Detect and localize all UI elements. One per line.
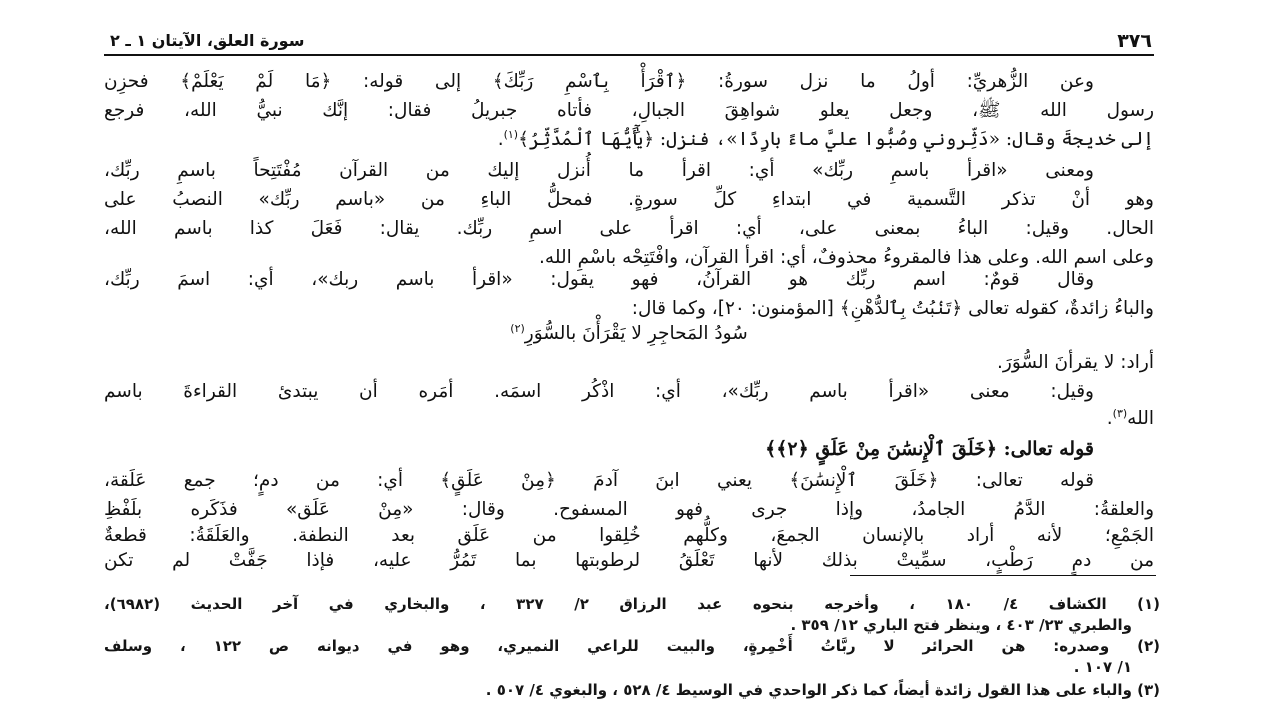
line-text: وهو أنْ تذكر التَّسمية في ابتداءِ كلِّ سورةٍ. فمحلُّ الباءِ من «باسم ربِّك» النصبُ على xyxy=(104,189,1154,210)
line-text: وقيل: معنى «اقرأ باسم ربِّك»، أي: اذْكُر اسمَه. أمَره أن يبتدئ القراءةَ باسم xyxy=(104,381,1094,402)
line-text: وعن الزُّهريِّ: أولُ ما نزل سورةُ: ﴿ٱقْرَأْ بِٱسْمِ رَبِّكَ﴾ إلى قوله: ﴿مَا لَمْ يَعْلَمْ﴾ فحزِن xyxy=(104,71,1094,92)
verse-heading xyxy=(104,435,1094,463)
body-line xyxy=(104,378,1094,406)
running-header xyxy=(104,30,1154,56)
body-line xyxy=(104,266,1094,294)
line-text: رسول الله ﷺ، وجعل يعلو شواهِقَ الجبالِ، فأتاه جبريلُ فقال: إنَّك نبيُّ الله، فرجع xyxy=(104,100,1154,121)
body-line xyxy=(104,295,1154,323)
line-text: والعلقةُ: الدَّمُ الجامدُ، وإذا جرى فهو المسفوح. وقال: «مِنْ عَلَق» فذَكَره بلَفْظِ xyxy=(104,499,1154,520)
body-line xyxy=(104,97,1154,125)
line-text: والباءُ زائدةٌ، كقوله تعالى ﴿تَنۢبُتُ بِٱلدُّهْنِ﴾ [المؤمنون: ٢٠]، وكما قال: xyxy=(631,298,1154,319)
body-line xyxy=(104,522,1154,550)
footnote-3 xyxy=(104,680,1160,700)
poetry-verse xyxy=(104,320,1154,348)
line-text: إلى خديجةَ وقال: «دَثِّروني وصُبُّوا عليَّ ماءً بارِدًا»، فنزل: ﴿يَٰٓأَيُّهَا ٱلْمُدَّثِّرُ﴾ xyxy=(518,129,1154,150)
period: . xyxy=(497,129,504,150)
page-number: ٣٧٦ xyxy=(1117,30,1152,52)
line-text: ومعنى «اقرأ باسمِ ربِّك» أي: اقرأ ما أُنزل إليك من القرآن مُفْتَتِحاً باسمِ ربِّك، xyxy=(104,160,1094,181)
line-text: الحال. وقيل: الباءُ بمعنى على، أي: اقرأ على اسمِ ربِّك. يقال: فَعَلَ كذا باسم الله، xyxy=(104,218,1154,239)
footnote-separator xyxy=(850,575,1156,576)
line-text: قوله تعالى: ﴿خَلَقَ ٱلْإِنسَٰنَ﴾ يعني ابنَ آدمَ ﴿مِنْ عَلَقٍ﴾ أي: من دمٍ؛ جمع عَلَقة، xyxy=(104,470,1094,491)
footnote-2 xyxy=(104,636,1160,656)
footnote-ref-1[interactable]: (١) xyxy=(503,127,519,141)
body-line xyxy=(104,405,1154,433)
footnote-1 xyxy=(104,594,1160,614)
line-text: وعلى اسم الله. وعلى هذا فالمقروءُ محذوفٌ، أي: اقرأ القرآن، وافْتَتِحْه باسْمِ الله. xyxy=(539,247,1154,268)
footnote-text: والطبري ٢٣/ ٤٠٣ ، وينظر فتح الباري ١٢/ ٣٥٩ . xyxy=(790,616,1132,634)
footnote-ref-3[interactable]: (٣) xyxy=(1112,406,1128,420)
footnote-text: ١/ ١٠٧ . xyxy=(1073,658,1132,676)
footnote-1-cont xyxy=(104,615,1132,635)
body-line xyxy=(104,157,1094,185)
body-line xyxy=(104,349,1154,377)
body-line xyxy=(104,126,1154,154)
body-line xyxy=(104,68,1094,96)
line-text: الله xyxy=(1127,408,1154,429)
line-text: أراد: لا يقرأنَ السُّوَرَ. xyxy=(997,352,1154,373)
body-line xyxy=(104,215,1154,243)
line-text: سُودُ المَحاجِرِ لا يَقْرَأْنَ بالسُّوَرِ xyxy=(524,323,748,344)
footnote-text: (١) الكشاف ٤/ ١٨٠ ، وأخرجه بنحوه عبد الرزاق ٢/ ٣٢٧ ، والبخاري في آخر الحديث (٦٩٨٢)، xyxy=(104,595,1161,613)
footnote-text: (٣) والباء على هذا القول زائدة أيضاً، كما ذكر الواحدي في الوسيط ٤/ ٥٢٨ ، والبغوي ٤/ ٥٠٧ . xyxy=(485,681,1160,699)
heading-text: قوله تعالى: ﴿خَلَقَ ٱلْإِنسَٰنَ مِنْ عَلَقٍ ﴿٢﴾﴾ xyxy=(765,438,1094,460)
chapter-title: سورة العلق، الآيتان ١ ـ ٢ xyxy=(110,31,305,50)
body-line xyxy=(104,496,1154,524)
period: . xyxy=(1106,408,1113,429)
body-line xyxy=(104,467,1094,495)
body-line xyxy=(104,186,1154,214)
footnote-2-cont xyxy=(104,657,1132,677)
line-text: الجَمْعِ؛ لأنه أراد بالإنسان الجمعَ، وكلُّهم خُلِقوا من عَلَق بعد النطفة. والعَلَقَةُ: قطعةٌ xyxy=(104,525,1154,546)
body-line xyxy=(104,547,1154,575)
line-text: من دمٍ رَطْبٍ، سمِّيتْ بذلك لأنها تَعْلَقُ لرطوبتها بما تَمُرُّ عليه، فإذا جَفَّتْ لم تكن xyxy=(104,550,1154,571)
footnote-text: (٢) وصدره: هن الحرائر لا ربَّاتُ أَخْمِرةٍ، والبيت للراعي النميري، وهو في ديوانه ص ١٢٢ ، وسلف xyxy=(104,637,1160,655)
footnote-ref-2[interactable]: (٢) xyxy=(510,321,525,335)
line-text: وقال قومٌ: اسم ربِّك هو القرآنُ، فهو يقول: «اقرأ باسم ربك»، أي: اسمَ ربِّك، xyxy=(104,269,1094,290)
